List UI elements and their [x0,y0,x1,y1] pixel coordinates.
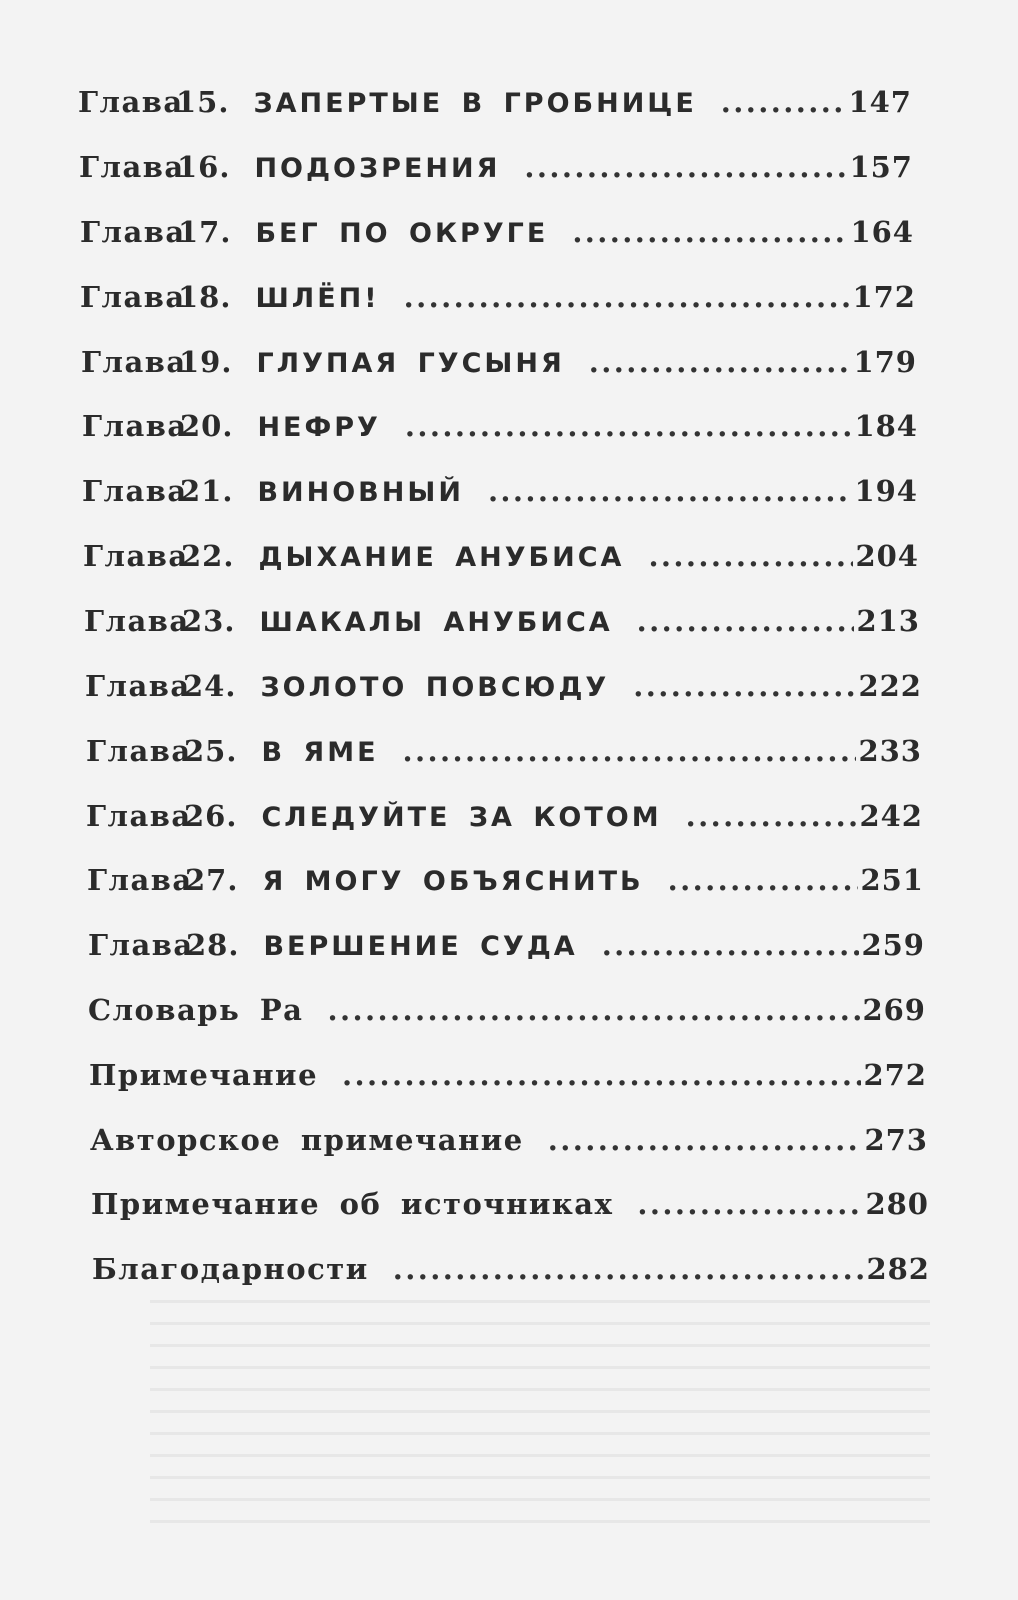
dot-leader [686,796,858,836]
chapter-title: ЗОЛОТО ПОВСЮДУ [260,672,610,703]
page-number: 179 [853,345,917,379]
page-number: 269 [862,993,926,1027]
chapter-prefix: Глава [82,474,188,508]
chapter-title: ШЛЁП! [255,283,380,314]
dot-leader [548,1120,863,1160]
chapter-prefix: Глава [80,215,186,249]
page-number: 204 [855,539,919,573]
toc-entry-chapter-18 [80,277,916,317]
chapter-prefix: Глава [87,863,193,897]
dot-leader [637,1184,863,1224]
chapter-prefix: Глава [78,85,184,119]
chapter-number: 17. [178,215,232,249]
toc-entry-chapter-19 [81,342,917,382]
section-title: Словарь Ра [88,993,304,1027]
dot-leader [524,147,847,187]
page-number: 157 [849,150,913,184]
page-number: 251 [860,863,924,897]
chapter-title: ШАКАЛЫ АНУБИСА [259,607,613,638]
section-title: Благодарности [92,1252,369,1286]
dot-leader [589,342,852,382]
dot-leader [648,536,853,576]
page-number: 242 [859,799,923,833]
chapter-title: ГЛУПАЯ ГУСЫНЯ [256,348,565,379]
chapter-title: ПОДОЗРЕНИЯ [254,153,501,184]
dot-leader [342,1055,861,1095]
chapter-number: 16. [177,150,231,184]
page-number: 259 [861,928,925,962]
page-number: 282 [866,1252,930,1286]
dot-leader [633,666,856,706]
chapter-number: 19. [179,345,233,379]
chapter-number: 24. [183,669,237,703]
chapter-prefix: Глава [86,734,192,768]
page-number: 280 [865,1187,929,1221]
page-number: 273 [864,1123,928,1157]
dot-leader [488,471,853,511]
toc-entry-chapter-20 [82,406,918,446]
chapter-number: 21. [180,474,234,508]
toc-entry-chapter-16 [79,147,913,187]
toc-entry-sources-note [91,1184,929,1224]
chapter-number: 26. [184,799,238,833]
toc-entry-glossary [88,990,926,1030]
toc-entry-chapter-25 [86,731,922,771]
toc-entry-acknowledgements [92,1249,930,1289]
toc-entry-chapter-28 [88,925,925,965]
toc-entry-chapter-26 [86,796,923,836]
chapter-number: 28. [186,928,240,962]
chapter-prefix: Глава [84,604,190,638]
chapter-prefix: Глава [86,799,192,833]
dot-leader [404,277,851,317]
page-number: 213 [856,604,920,638]
chapter-title: ВЕРШЕНИЕ СУДА [263,931,578,962]
chapter-number: 27. [185,863,239,897]
dot-leader [393,1249,865,1289]
dot-leader [637,601,855,641]
section-title: Примечание об источниках [91,1187,614,1221]
chapter-number: 22. [181,539,235,573]
toc-entry-author-note [90,1120,928,1160]
chapter-prefix: Глава [79,150,185,184]
chapter-prefix: Глава [83,539,189,573]
dot-leader [721,82,847,122]
dot-leader [327,990,860,1030]
chapter-number: 18. [178,280,232,314]
chapter-title: В ЯМЕ [261,737,379,768]
chapter-title: НЕФРУ [257,412,381,443]
chapter-prefix: Глава [82,409,188,443]
toc-entry-chapter-17 [80,212,914,252]
toc-entry-chapter-23 [84,601,920,641]
dot-leader [668,860,859,900]
chapter-title: ЗАПЕРТЫЕ В ГРОБНИЦЕ [253,88,697,119]
toc-entry-chapter-15 [78,82,912,122]
chapter-number: 15. [176,85,230,119]
toc-entry-chapter-21 [82,471,918,511]
page-number: 164 [850,215,914,249]
chapter-title: БЕГ ПО ОКРУГЕ [255,218,549,249]
chapter-prefix: Глава [85,669,191,703]
chapter-title: СЛЕДУЙТЕ ЗА КОТОМ [261,802,662,833]
chapter-number: 23. [182,604,236,638]
page-number: 222 [858,669,922,703]
page-number: 147 [848,85,912,119]
dot-leader [403,731,857,771]
chapter-prefix: Глава [80,280,186,314]
page-number: 233 [858,734,922,768]
chapter-title: ВИНОВНЫЙ [257,477,464,508]
chapter-prefix: Глава [81,345,187,379]
toc-entry-note [89,1055,927,1095]
dot-leader [602,925,860,965]
page-number: 184 [854,409,918,443]
toc-entry-chapter-24 [85,666,922,706]
chapter-prefix: Глава [88,928,194,962]
section-title: Авторское примечание [90,1123,524,1157]
toc-entry-chapter-27 [87,860,924,900]
page-number: 272 [863,1058,927,1092]
page-number: 172 [852,280,916,314]
toc-entry-chapter-22 [83,536,919,576]
page-number: 194 [854,474,918,508]
chapter-title: ДЫХАНИЕ АНУБИСА [258,542,625,573]
dot-leader [572,212,848,252]
chapter-number: 20. [180,409,234,443]
chapter-number: 25. [184,734,238,768]
chapter-title: Я МОГУ ОБЪЯСНИТЬ [262,866,644,897]
section-title: Примечание [89,1058,319,1092]
dot-leader [405,406,853,446]
